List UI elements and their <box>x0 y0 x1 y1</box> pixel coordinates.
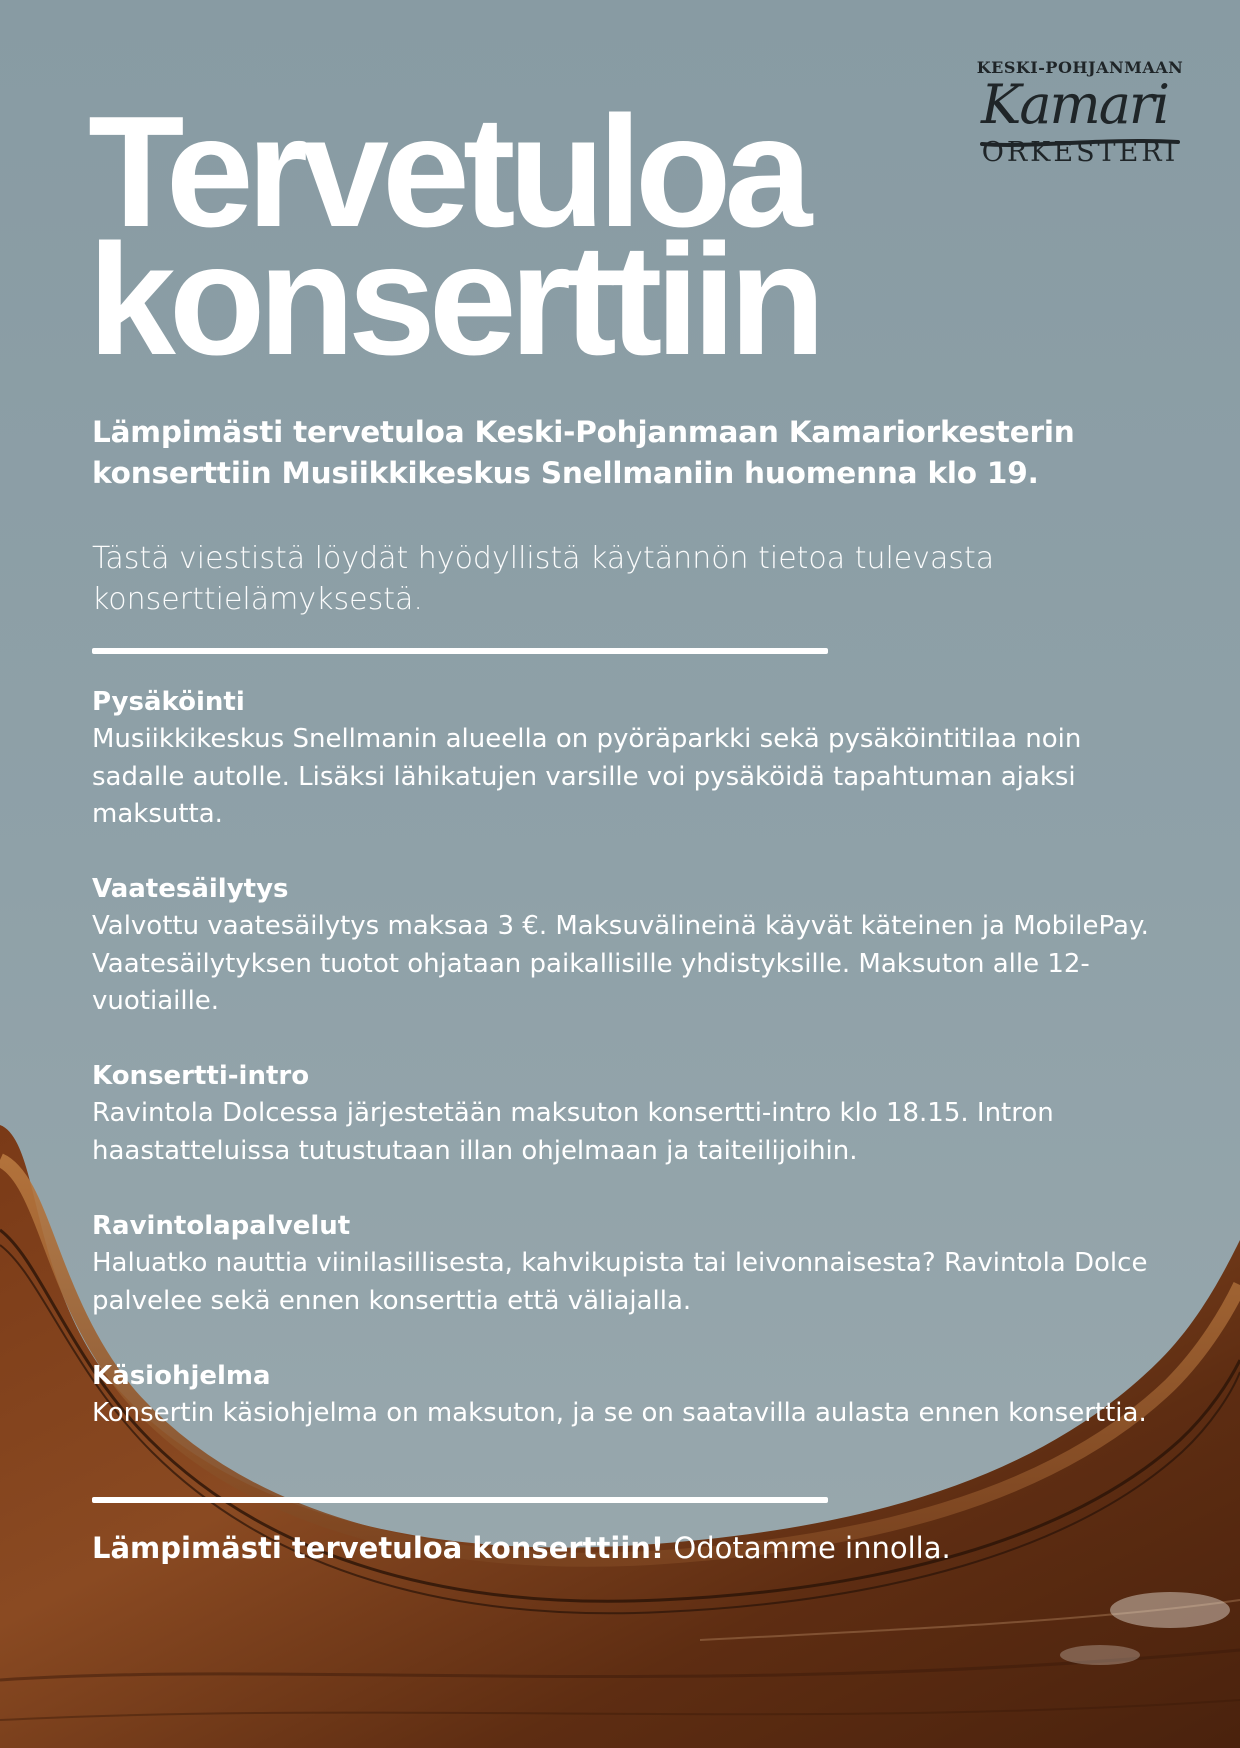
closing-bold: Lämpimästi tervetuloa konserttiin! <box>92 1531 665 1565</box>
logo-bottom-text: ORKESTERI <box>981 137 1179 168</box>
section-body: Valvottu vaatesäilytys maksaa 3 €. Maksuvälineinä käyvät käteinen ja MobilePay. Vaatesäilytyksen tuotot ohjataan paikallisille yhdistyksille. Maksuton alle 12-vuotiaille. <box>92 911 1149 1016</box>
section-body: Konsertin käsiohjelma on maksuton, ja se on saatavilla aulasta ennen konserttia. <box>92 1398 1147 1428</box>
section-body: Haluatko nauttia viinilasillisesta, kahvikupista tai leivonnaisesta? Ravintola Dolce palvelee sekä ennen konserttia että väliajalla. <box>92 1248 1148 1316</box>
section-heading: Vaatesäilytys <box>92 874 289 904</box>
divider-bottom <box>92 1497 828 1503</box>
closing-line <box>92 1528 1192 1568</box>
closing-regular: Odotamme innolla. <box>664 1531 951 1565</box>
section-body: Musiikkikeskus Snellmanin alueella on pyöräparkki sekä pysäköintitilaa noin sadalle autolle. Lisäksi lähikatujen varsille voi pysäköidä tapahtuman ajaksi maksutta. <box>92 724 1082 829</box>
title-line-2: konserttiin <box>88 212 819 388</box>
orchestra-logo <box>975 58 1185 168</box>
logo-script-text: Kamari <box>981 73 1169 136</box>
section-heading: Ravintolapalvelut <box>92 1211 351 1241</box>
intro-paragraph: Tästä viestistä löydät hyödyllistä käytännön tietoa tulevasta konserttielämyksestä. <box>92 541 995 617</box>
section-restaurant <box>92 1208 1172 1320</box>
logo-swash <box>980 134 1180 150</box>
logo-top-text: KESKI-POHJANMAAN <box>976 58 1184 77</box>
divider-top <box>92 648 828 654</box>
section-parking <box>92 684 1172 834</box>
section-concert-intro <box>92 1058 1172 1170</box>
section-cloakroom <box>92 871 1172 1021</box>
section-heading: Käsiohjelma <box>92 1361 271 1391</box>
section-programme <box>92 1358 1172 1433</box>
page-title <box>88 84 819 388</box>
section-body: Ravintola Dolcessa järjestetään maksuton konsertti-intro klo 18.15. Intron haastatteluissa tutustutaan illan ohjelmaan ja taiteilijoihin. <box>92 1098 1054 1166</box>
lead-paragraph: Lämpimästi tervetuloa Keski-Pohjanmaan Kamariorkesterin konserttiin Musiikkikeskus Snellmaniin huomenna klo 19. <box>92 415 1075 490</box>
section-heading: Konsertti-intro <box>92 1061 310 1091</box>
section-heading: Pysäköinti <box>92 687 245 717</box>
title-line-1: Tervetuloa <box>88 84 806 260</box>
